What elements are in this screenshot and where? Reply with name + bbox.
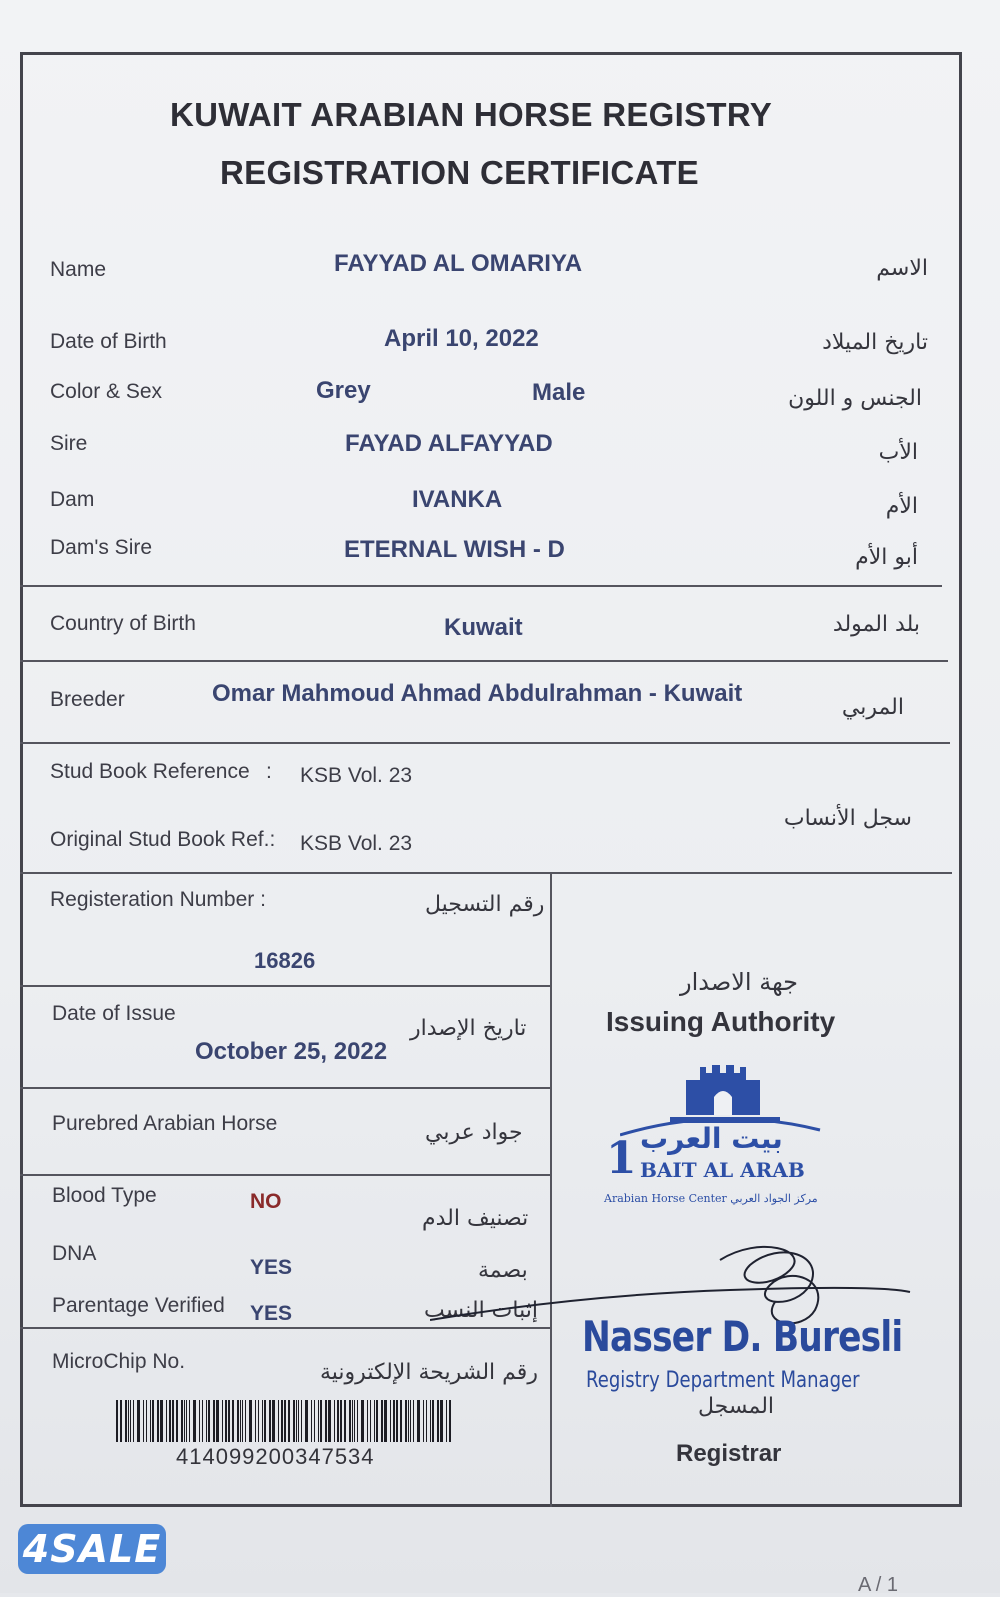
country-label-ar: بلد المولد <box>832 612 920 637</box>
barcode-bar <box>240 1400 241 1442</box>
stud-book-label: Stud Book Reference <box>50 760 250 783</box>
barcode-bar <box>216 1400 219 1442</box>
barcode-bar <box>390 1400 391 1442</box>
orig-stud-book-label: Original Stud Book Ref.: <box>50 828 276 851</box>
barcode-bar <box>160 1400 163 1442</box>
dams-sire-label-ar: أبو الأم <box>855 545 918 570</box>
blood-type-value: NO <box>250 1190 282 1213</box>
microchip-value: 414099200347534 <box>176 1444 375 1469</box>
dam-label-ar: الأم <box>885 494 918 519</box>
name-value: FAYYAD AL OMARIYA <box>334 250 583 277</box>
dam-label: Dam <box>50 488 95 511</box>
barcode-bar <box>278 1400 279 1442</box>
sex-value: Male <box>532 379 586 406</box>
barcode-bar <box>225 1400 227 1442</box>
issuing-authority-label: Issuing Authority <box>606 1006 836 1037</box>
registrar-label: Registrar <box>676 1440 782 1467</box>
barcode-bar <box>228 1400 230 1442</box>
barcode-bar <box>152 1400 154 1442</box>
page-mark: A / 1 <box>858 1574 899 1596</box>
divider <box>20 1174 550 1176</box>
breeder-label-ar: المربي <box>841 695 904 720</box>
barcode-bar <box>150 1400 151 1442</box>
date-issue-value: October 25, 2022 <box>195 1038 388 1065</box>
barcode-bar <box>314 1400 315 1442</box>
authority-label-ar: جهة الاصدار <box>680 968 798 996</box>
barcode-bar <box>288 1400 290 1442</box>
barcode-bar <box>193 1400 196 1442</box>
barcode-bar <box>269 1400 271 1442</box>
divider <box>20 660 948 662</box>
barcode-bar <box>199 1400 200 1442</box>
barcode-bar <box>242 1400 243 1442</box>
barcode-bar <box>184 1400 185 1442</box>
barcode-bar <box>296 1400 297 1442</box>
barcode-bar <box>222 1400 223 1442</box>
parentage-label: Parentage Verified <box>52 1294 225 1317</box>
reg-number-value: 16826 <box>254 948 316 973</box>
signer-name: Nasser D. Buresli <box>582 1312 903 1361</box>
dna-value: YES <box>250 1256 293 1279</box>
barcode-bar <box>408 1400 409 1442</box>
dob-label-ar: تاريخ الميلاد <box>822 330 928 355</box>
name-label-ar: الاسم <box>876 256 928 281</box>
barcode-bar <box>384 1400 387 1442</box>
barcode-bar <box>281 1400 283 1442</box>
barcode-bar <box>410 1400 411 1442</box>
barcode-bar <box>361 1400 364 1442</box>
divider <box>20 742 950 744</box>
divider <box>20 985 550 987</box>
barcode-bar <box>284 1400 286 1442</box>
barcode-bar <box>334 1400 335 1442</box>
barcode-bar <box>413 1400 414 1442</box>
barcode-bar <box>298 1400 299 1442</box>
barcode-bar <box>337 1400 339 1442</box>
barcode-bar <box>381 1400 383 1442</box>
barcode-bar <box>354 1400 355 1442</box>
logo-english: BAIT AL ARAB <box>640 1158 805 1182</box>
divider <box>20 585 942 587</box>
stud-book-value: KSB Vol. 23 <box>300 764 413 787</box>
barcode-bar <box>349 1400 351 1442</box>
purebred-label: Purebred Arabian Horse <box>52 1112 278 1135</box>
sire-label-ar: الأب <box>878 440 918 465</box>
barcode-bar <box>245 1400 246 1442</box>
blood-type-label: Blood Type <box>52 1184 157 1207</box>
stud-book-separator: : <box>266 760 272 783</box>
signer-title-ar: المسجل <box>698 1394 775 1419</box>
color-sex-label-ar: الجنس و اللون <box>788 386 922 411</box>
reg-number-label: Registeration Number : <box>50 888 266 911</box>
barcode-bar <box>426 1400 427 1442</box>
barcode-bar <box>272 1400 275 1442</box>
barcode-bar <box>340 1400 342 1442</box>
color-sex-label: Color & Sex <box>50 380 163 403</box>
barcode-bar <box>125 1400 127 1442</box>
barcode-bar <box>208 1400 210 1442</box>
barcode-bar <box>437 1400 439 1442</box>
date-issue-label: Date of Issue <box>52 1002 176 1025</box>
microchip-barcode <box>116 1400 456 1442</box>
barcode-bar <box>393 1400 395 1442</box>
barcode-bar <box>213 1400 215 1442</box>
barcode-bar <box>370 1400 371 1442</box>
barcode-bar <box>440 1400 443 1442</box>
blood-type-label-ar: تصنيف الدم <box>422 1206 529 1231</box>
column-divider <box>550 872 552 1507</box>
microchip-label: MicroChip No. <box>52 1350 186 1373</box>
dna-label: DNA <box>52 1242 97 1265</box>
logo-number: 1 <box>606 1133 637 1184</box>
orig-stud-book-value: KSB Vol. 23 <box>300 832 413 855</box>
barcode-bar <box>130 1400 131 1442</box>
divider <box>20 872 952 874</box>
dam-value: IVANKA <box>412 486 503 513</box>
registry-title: KUWAIT ARABIAN HORSE REGISTRY <box>170 96 773 133</box>
breeder-value: Omar Mahmoud Ahmad Abdulrahman - Kuwait <box>212 680 743 707</box>
dna-label-ar: بصمة <box>478 1258 528 1283</box>
barcode-bar <box>262 1400 263 1442</box>
purebred-label-ar: جواد عربي <box>425 1120 523 1145</box>
barcode-bar <box>264 1400 266 1442</box>
barcode-bar <box>176 1400 178 1442</box>
barcode-bar <box>352 1400 353 1442</box>
barcode-bar <box>255 1400 256 1442</box>
barcode-bar <box>446 1400 447 1442</box>
barcode-bar <box>172 1400 174 1442</box>
barcode-bar <box>423 1400 424 1442</box>
barcode-bar <box>293 1400 295 1442</box>
dams-sire-label: Dam's Sire <box>50 536 153 559</box>
barcode-bar <box>432 1400 434 1442</box>
country-label: Country of Birth <box>50 612 196 635</box>
signer-title: Registry Department Manager <box>586 1368 860 1393</box>
barcode-bar <box>186 1400 187 1442</box>
barcode-bar <box>202 1400 203 1442</box>
barcode-bar <box>325 1400 327 1442</box>
barcode-bar <box>237 1400 239 1442</box>
color-value: Grey <box>316 377 371 404</box>
barcode-bar <box>133 1400 134 1442</box>
barcode-bar <box>157 1400 159 1442</box>
barcode-bar <box>189 1400 190 1442</box>
barcode-bar <box>146 1400 147 1442</box>
barcode-bar <box>344 1400 346 1442</box>
dob-value: April 10, 2022 <box>384 325 539 352</box>
barcode-bar <box>311 1400 312 1442</box>
dams-sire-value: ETERNAL WISH - D <box>344 536 565 563</box>
barcode-bar <box>258 1400 259 1442</box>
barcode-bar <box>249 1400 252 1442</box>
sire-label: Sire <box>50 432 88 455</box>
barcode-bar <box>430 1400 431 1442</box>
logo-arabic: بيت العرب <box>640 1122 783 1155</box>
barcode-bar <box>320 1400 322 1442</box>
4sale-watermark-logo: 4SALE <box>18 1524 166 1574</box>
barcode-bar <box>400 1400 402 1442</box>
divider <box>20 1087 550 1089</box>
barcode-bar <box>301 1400 302 1442</box>
parentage-label-ar: إثبات النسب <box>424 1298 538 1323</box>
barcode-bar <box>367 1400 368 1442</box>
barcode-bar <box>357 1400 358 1442</box>
breeder-label: Breeder <box>50 688 125 711</box>
barcode-bar <box>169 1400 171 1442</box>
name-label: Name <box>50 258 107 281</box>
barcode-bar <box>116 1400 118 1442</box>
barcode-bar <box>232 1400 234 1442</box>
barcode-bar <box>143 1400 144 1442</box>
barcode-bar <box>206 1400 207 1442</box>
parentage-value: YES <box>250 1302 293 1325</box>
barcode-bar <box>181 1400 183 1442</box>
barcode-bar <box>305 1400 308 1442</box>
stud-book-label-ar: سجل الأنساب <box>783 806 912 831</box>
country-value: Kuwait <box>444 614 523 641</box>
sire-value: FAYAD ALFAYYAD <box>345 430 553 457</box>
certificate-title: REGISTRATION CERTIFICATE <box>220 154 699 191</box>
barcode-bar <box>318 1400 319 1442</box>
barcode-bar <box>396 1400 398 1442</box>
barcode-bar <box>166 1400 167 1442</box>
date-issue-label-ar: تاريخ الإصدار <box>410 1016 527 1041</box>
dob-label: Date of Birth <box>50 330 167 353</box>
logo-subtitle: Arabian Horse Center مركز الجواد العربي <box>604 1192 818 1205</box>
barcode-bar <box>120 1400 122 1442</box>
barcode-bar <box>137 1400 140 1442</box>
reg-number-label-ar: رقم التسجيل <box>425 892 545 917</box>
barcode-bar <box>405 1400 407 1442</box>
barcode-bar <box>417 1400 420 1442</box>
microchip-label-ar: رقم الشريحة الإلكترونية <box>320 1360 538 1385</box>
barcode-bar <box>376 1400 378 1442</box>
barcode-bar <box>374 1400 375 1442</box>
barcode-bar <box>328 1400 331 1442</box>
barcode-bar <box>128 1400 129 1442</box>
barcode-bar <box>449 1400 451 1442</box>
